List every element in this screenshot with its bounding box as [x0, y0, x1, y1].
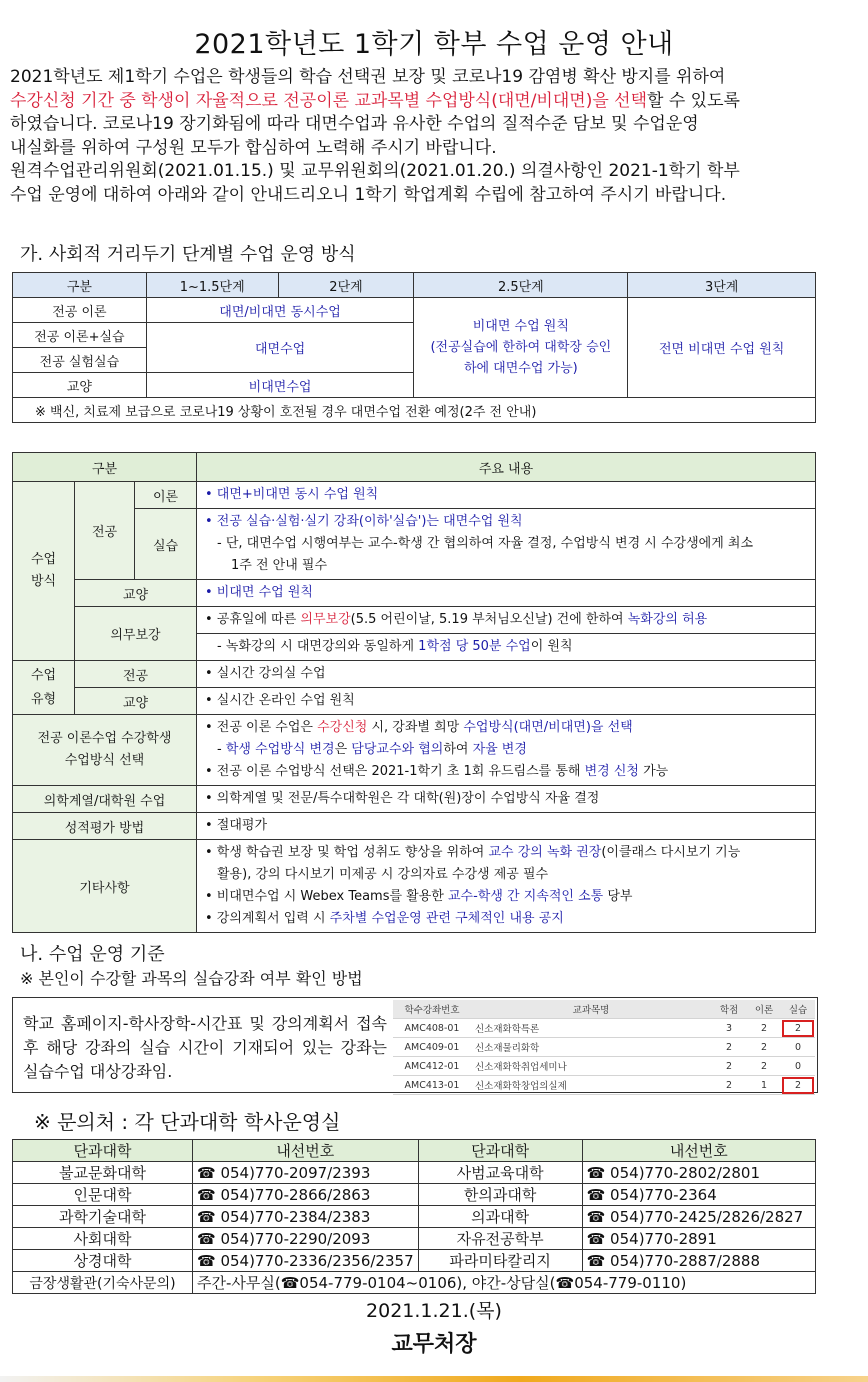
row-label: 수업 방식 — [13, 482, 75, 661]
phone-number: ☎ 054)770-2425/2826/2827 — [582, 1206, 815, 1228]
content-text: 이 원칙 — [530, 639, 573, 654]
intro-line: 하였습니다. 코로나19 장기화됨에 따라 대면수업과 유사한 수업의 질적수준 담보 및 수업운영 — [10, 114, 699, 134]
row-label: 전공 이론수업 수강학생 수업방식 선택 — [13, 715, 197, 786]
course-name: 신소재화학취업세미나 — [471, 1057, 711, 1076]
content-text: 담당교수와 협의 — [351, 742, 444, 757]
college-name: 불교문화대학 — [13, 1162, 193, 1184]
content-text: (5.5 어린이날, 5.19 부처님오신날) 건에 한하여 — [350, 612, 628, 627]
content-cell — [197, 840, 816, 933]
college-name: 금장생활관(기숙사문의) — [13, 1272, 193, 1294]
course-practice: 0 — [781, 1057, 815, 1076]
content-text: 교수 강의 녹화 권장 — [488, 845, 602, 860]
phone-number: ☎ 054)770-2802/2801 — [582, 1162, 815, 1184]
cell-nonface: 비대면수업 — [146, 373, 414, 398]
content-text: 수강신청 — [317, 720, 368, 735]
row-label: 의학계열/대학원 수업 — [13, 786, 197, 813]
table-row — [13, 482, 816, 509]
phone-number: ☎ 054)770-2364 — [582, 1184, 815, 1206]
distancing-table — [12, 272, 816, 423]
table-row — [13, 1272, 816, 1294]
section-a-title: 가. 사회적 거리두기 단계별 수업 운영 방식 — [20, 244, 356, 265]
course-example-table — [393, 1000, 815, 1095]
practice-check-box — [12, 997, 818, 1093]
section-b-subtitle: ※ 본인이 수강할 과목의 실습강좌 여부 확인 방법 — [20, 969, 363, 988]
content-text: 녹화강의 허용 — [627, 612, 708, 627]
course-practice: 0 — [781, 1038, 815, 1057]
intro-text-span: 할 수 있도록 — [647, 90, 740, 111]
table-note: ※ 백신, 치료제 보급으로 코로나19 상황이 호전될 경우 대면수업 전환 예정(2주 전 안내) — [13, 398, 816, 423]
college-name: 사범교육대학 — [418, 1162, 582, 1184]
content-text: 자율 변경 — [472, 742, 527, 757]
content-cell: • 실시간 온라인 수업 원칙 — [197, 688, 816, 715]
signature: 교무처장 — [391, 1332, 477, 1357]
stage25-line: (전공실습에 한하여 대학장 승인 — [430, 340, 612, 355]
footer-bar — [0, 1376, 868, 1382]
practice-check-text: 학교 홈페이지-학사장학-시간표 및 강의계획서 접속 후 해당 강좌의 실습 시간이 기재되어 있는 강좌는 실습수업 대상강좌임. — [23, 1014, 387, 1081]
table-row — [13, 607, 816, 634]
phone-number: ☎ 054)770-2384/2383 — [193, 1206, 419, 1228]
course-theory: 2 — [747, 1038, 781, 1057]
content-text: - 녹화강의 시 대면강의와 동일하게 — [217, 639, 419, 654]
course-credit: 2 — [711, 1076, 747, 1095]
content-cell — [197, 607, 816, 634]
content-text: (이클래스 다시보기 기능 — [601, 845, 741, 860]
course-practice: 2 — [781, 1019, 815, 1038]
intro-line: 내실화를 위하여 구성원 모두가 합심하여 노력해 주시기 바랍니다. — [10, 137, 497, 158]
course-code: AMC413-01 — [393, 1076, 471, 1095]
table-row — [13, 1206, 816, 1228]
header-cell: 내선번호 — [193, 1140, 419, 1162]
college-name: 상경대학 — [13, 1250, 193, 1272]
content-cell: • 대면+비대면 동시 수업 원칙 — [197, 482, 816, 509]
table-row — [13, 273, 816, 298]
content-text: 1학점 당 50분 수업 — [418, 639, 531, 654]
issue-date: 2021.1.21.(목) — [366, 1300, 502, 1322]
content-text: • 비대면수업 시 Webex Teams를 활용한 — [205, 889, 448, 904]
table-row — [13, 453, 816, 482]
row-label: 전공 — [75, 661, 197, 688]
table-row — [393, 1000, 815, 1019]
intro-line: 수업 운영에 대하여 아래와 같이 안내드리오니 1학기 학업계획 수립에 참고하여 주시기 바랍니다. — [10, 184, 727, 205]
content-text: • 공휴일에 따른 — [205, 612, 301, 627]
phone-number: ☎ 054)770-2097/2393 — [193, 1162, 419, 1184]
header-cell: 3단계 — [628, 273, 816, 298]
row-label: 성적평가 방법 — [13, 813, 197, 840]
course-name: 신소재화학창업의실제 — [471, 1076, 711, 1095]
content-text: 교수-학생 간 지속적인 소통 — [447, 889, 604, 904]
content-cell — [197, 509, 816, 580]
cell-dual: 대면/비대면 동시수업 — [146, 298, 414, 323]
table-row — [13, 1140, 816, 1162]
table-row — [393, 1038, 815, 1057]
college-name: 의과대학 — [418, 1206, 582, 1228]
intro-line: 원격수업관리위원회(2021.01.15.) 및 교무위원회의(2021.01.20.) 의결사항인 2021-1학기 학부 — [10, 161, 740, 181]
table-row — [13, 688, 816, 715]
row-label: 교양 — [75, 688, 197, 715]
college-name: 파라미타칼리지 — [418, 1250, 582, 1272]
table-row — [13, 1228, 816, 1250]
college-name: 과학기술대학 — [13, 1206, 193, 1228]
content-text: - — [217, 742, 226, 757]
course-credit: 2 — [711, 1038, 747, 1057]
course-credit: 2 — [711, 1057, 747, 1076]
row-label: 실습 — [135, 509, 197, 580]
college-name: 인문대학 — [13, 1184, 193, 1206]
header-cell: 실습 — [781, 1000, 815, 1019]
header-cell: 단과대학 — [418, 1140, 582, 1162]
content-line: 1주 전 안내 필수 — [231, 558, 328, 573]
course-code: AMC412-01 — [393, 1057, 471, 1076]
course-name: 신소재화학특론 — [471, 1019, 711, 1038]
row-label: 기타사항 — [13, 840, 197, 933]
table-row — [13, 840, 816, 933]
content-cell — [197, 715, 816, 786]
header-cell: 단과대학 — [13, 1140, 193, 1162]
header-cell: 1~1.5단계 — [146, 273, 278, 298]
content-line: • 전공 실습·실험·실기 강좌(이하'실습')는 대면수업 원칙 — [205, 514, 523, 529]
course-theory: 1 — [747, 1076, 781, 1095]
header-cell: 주요 내용 — [197, 453, 816, 482]
college-name: 사회대학 — [13, 1228, 193, 1250]
header-cell: 학수강좌번호 — [393, 1000, 471, 1019]
content-text: 가능 — [638, 764, 669, 779]
contact-table — [12, 1139, 816, 1294]
intro-highlight: 수강신청 기간 중 학생이 자율적으로 전공이론 교과목별 수업방식(대면/비대면)을 선택 — [10, 90, 647, 111]
content-cell: • 실시간 강의실 수업 — [197, 661, 816, 688]
row-label: 전공 — [75, 482, 135, 580]
header-cell: 학점 — [711, 1000, 747, 1019]
table-row — [13, 813, 816, 840]
course-credit: 3 — [711, 1019, 747, 1038]
course-theory: 2 — [747, 1019, 781, 1038]
course-theory: 2 — [747, 1057, 781, 1076]
row-label: 전공 이론+실습 — [13, 323, 147, 348]
phone-number: ☎ 054)770-2891 — [582, 1228, 815, 1250]
cell-stage3: 전면 비대면 수업 원칙 — [628, 298, 816, 398]
page-title: 2021학년도 1학기 학부 수업 운영 안내 — [194, 29, 674, 60]
table-row — [13, 1250, 816, 1272]
phone-number: ☎ 054)770-2866/2863 — [193, 1184, 419, 1206]
operation-table — [12, 452, 816, 933]
intro-line — [10, 90, 860, 114]
content-text: 의무보강 — [300, 612, 351, 627]
phone-number: 주간-사무실(☎054-779-0104~0106), 야간-상담실(☎054-779-0110) — [193, 1272, 816, 1294]
college-name: 한의과대학 — [418, 1184, 582, 1206]
table-row — [13, 661, 816, 688]
course-code: AMC408-01 — [393, 1019, 471, 1038]
section-b-title: 나. 수업 운영 기준 — [20, 944, 165, 965]
table-row — [13, 298, 816, 323]
content-cell: • 의학계열 및 전문/특수대학원은 각 대학(원)장이 수업방식 자율 결정 — [197, 786, 816, 813]
content-text: • 학생 학습권 보장 및 학업 성취도 향상을 위하여 — [205, 845, 489, 860]
header-cell: 이론 — [747, 1000, 781, 1019]
table-row — [13, 580, 816, 607]
content-text: • 전공 이론 수업은 — [205, 720, 318, 735]
content-line: - 단, 대면수업 시행여부는 교수-학생 간 협의하여 자율 결정, 수업방식 변경 시 수강생에게 최소 — [217, 536, 754, 551]
cell-stage25 — [414, 298, 628, 398]
stage25-line: 비대면 수업 원칙 — [472, 319, 569, 334]
content-text: 은 — [334, 742, 352, 757]
header-cell: 2.5단계 — [414, 273, 628, 298]
row-label: 교양 — [75, 580, 197, 607]
intro-line: 2021학년도 제1학기 수업은 학생들의 학습 선택권 보장 및 코로나19 감염병 확산 방지를 위하여 — [10, 67, 726, 87]
content-text: 학생 수업방식 변경 — [225, 742, 335, 757]
content-text: 당부 — [603, 889, 633, 904]
table-row — [13, 1162, 816, 1184]
phone-number: ☎ 054)770-2336/2356/2357 — [193, 1250, 419, 1272]
table-row — [393, 1076, 815, 1095]
table-row — [13, 786, 816, 813]
content-text: 주차별 수업운영 관련 구체적인 내용 공지 — [329, 911, 564, 926]
content-cell: • 비대면 수업 원칙 — [197, 580, 816, 607]
college-name: 자유전공학부 — [418, 1228, 582, 1250]
header-cell: 구분 — [13, 273, 147, 298]
content-line: 활용), 강의 다시보기 미제공 시 강의자료 수강생 제공 필수 — [217, 867, 549, 882]
table-row — [393, 1019, 815, 1038]
content-text: • 강의계획서 입력 시 — [205, 911, 330, 926]
content-cell — [197, 634, 816, 661]
intro-text — [10, 66, 860, 207]
header-cell: 구분 — [13, 453, 197, 482]
content-text: 수업방식(대면/비대면)을 선택 — [463, 720, 633, 735]
content-text: 하여 — [443, 742, 473, 757]
course-code: AMC409-01 — [393, 1038, 471, 1057]
row-label: 이론 — [135, 482, 197, 509]
row-label: 전공 실험실습 — [13, 348, 147, 373]
phone-number: ☎ 054)770-2887/2888 — [582, 1250, 815, 1272]
table-row — [13, 1184, 816, 1206]
content-cell: • 절대평가 — [197, 813, 816, 840]
course-name: 신소재물리화학 — [471, 1038, 711, 1057]
stage25-line: 하에 대면수업 가능) — [463, 361, 578, 376]
header-cell: 2단계 — [278, 273, 414, 298]
table-row — [13, 398, 816, 423]
cell-face: 대면수업 — [146, 323, 414, 373]
row-label: 의무보강 — [75, 607, 197, 661]
table-row — [393, 1057, 815, 1076]
content-text: 변경 신청 — [584, 764, 639, 779]
row-label: 교양 — [13, 373, 147, 398]
content-text: • 전공 이론 수업방식 선택은 2021-1학기 초 1회 유드림스를 통해 — [205, 764, 585, 779]
contact-title: ※ 문의처 : 각 단과대학 학사운영실 — [34, 1110, 341, 1134]
phone-number: ☎ 054)770-2290/2093 — [193, 1228, 419, 1250]
row-label: 수업 유형 — [13, 661, 75, 715]
header-cell: 교과목명 — [471, 1000, 711, 1019]
header-cell: 내선번호 — [582, 1140, 815, 1162]
content-text: 시, 강좌별 희망 — [367, 720, 464, 735]
row-label: 전공 이론 — [13, 298, 147, 323]
course-practice: 2 — [781, 1076, 815, 1095]
table-row — [13, 715, 816, 786]
